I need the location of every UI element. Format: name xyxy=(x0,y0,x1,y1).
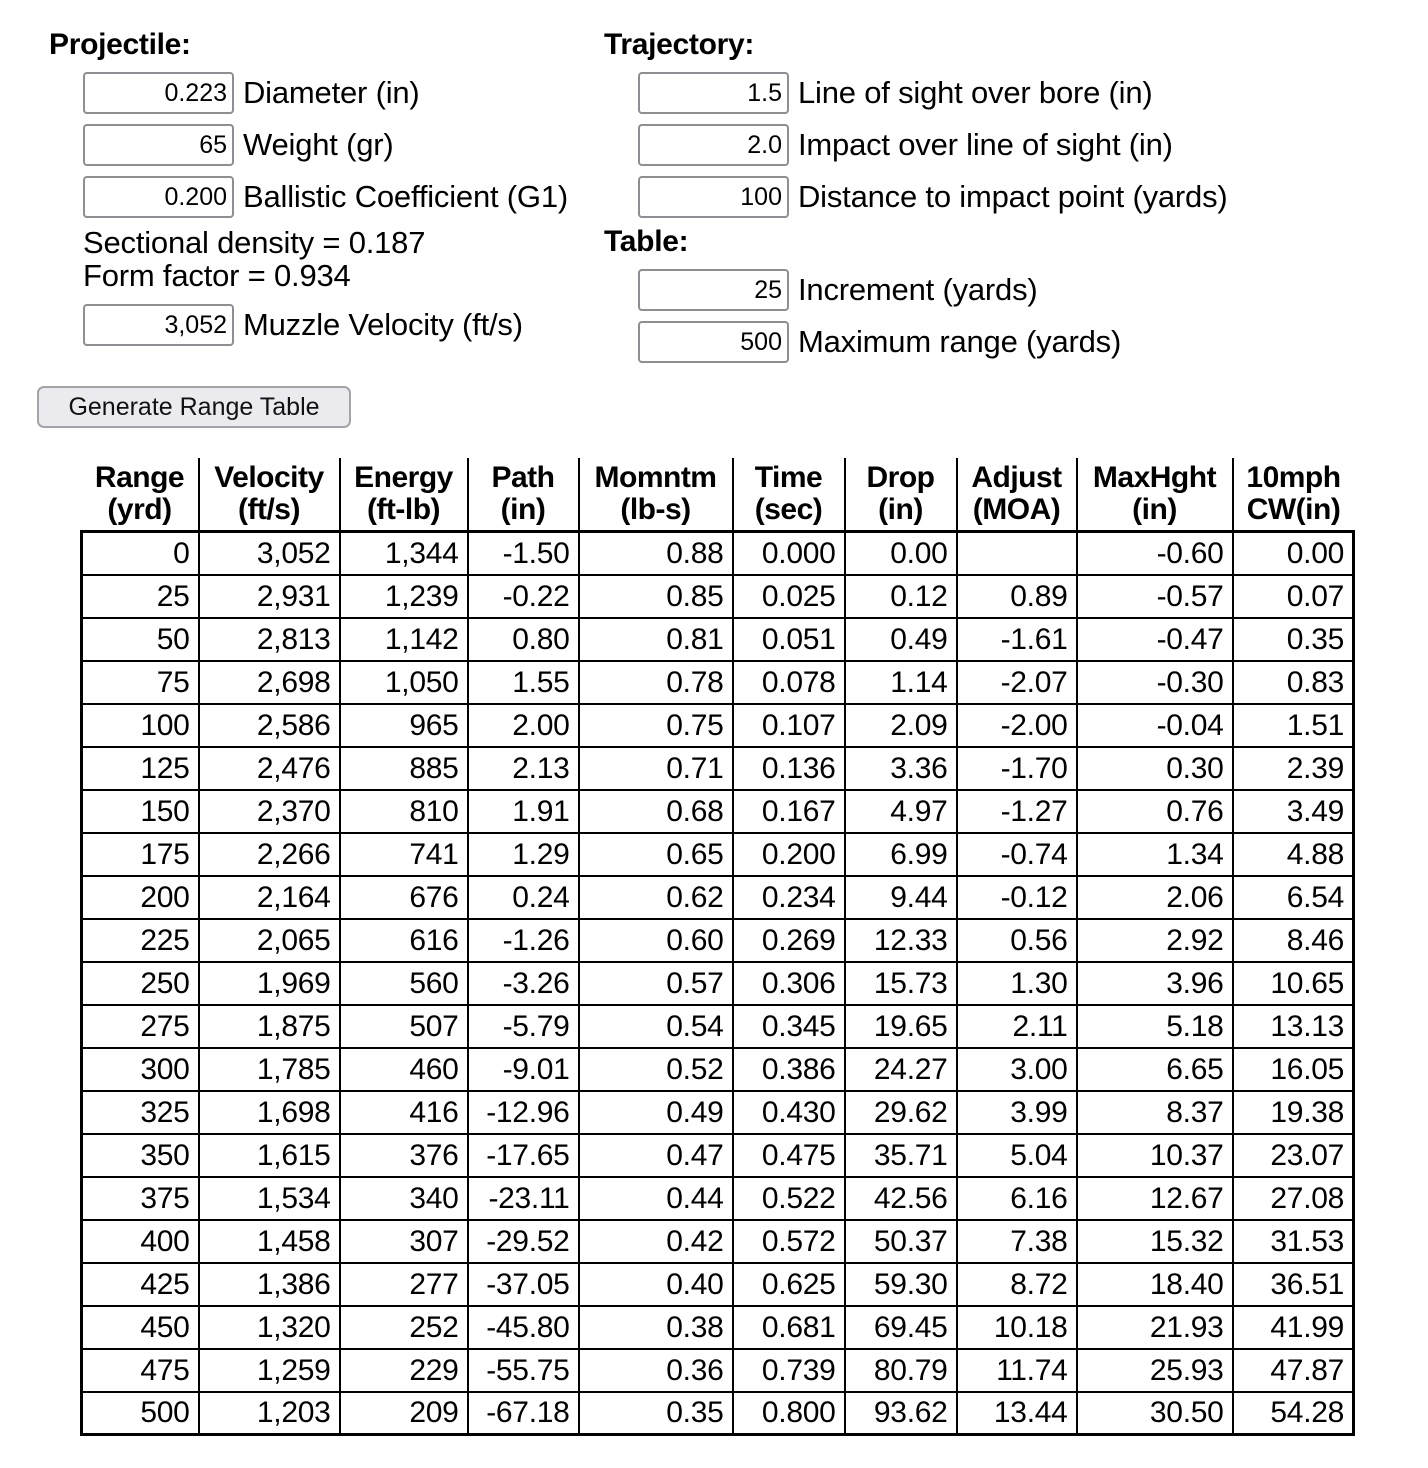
cell-drop: 3.36 xyxy=(845,747,957,790)
cell-velocity: 1,969 xyxy=(199,962,340,1005)
increment-field-row xyxy=(638,269,1038,311)
weight-label: Weight (gr) xyxy=(243,127,394,162)
cell-crosswind: 0.00 xyxy=(1233,532,1354,575)
column-header-unit: (in) xyxy=(1132,493,1177,526)
cell-path: 2.00 xyxy=(468,704,579,747)
cell-velocity: 2,266 xyxy=(199,833,340,876)
cell-drop: 0.00 xyxy=(845,532,957,575)
cell-energy: 252 xyxy=(340,1306,468,1349)
table-row xyxy=(82,833,1354,876)
cell-drop: 1.14 xyxy=(845,661,957,704)
generate-range-table-button[interactable]: Generate Range Table xyxy=(37,386,351,428)
cell-time: 0.000 xyxy=(733,532,845,575)
table-row xyxy=(82,532,1354,575)
sight-height-label: Line of sight over bore (in) xyxy=(798,75,1153,110)
cell-path: -37.05 xyxy=(468,1263,579,1306)
cell-path: -55.75 xyxy=(468,1349,579,1392)
cell-range: 450 xyxy=(82,1306,199,1349)
cell-adjust: 0.89 xyxy=(957,575,1077,618)
cell-time: 0.051 xyxy=(733,618,845,661)
cell-max-height: 25.93 xyxy=(1077,1349,1233,1392)
ballistic-coefficient-field-row xyxy=(83,176,568,218)
ballistic-coefficient-input[interactable] xyxy=(83,176,234,218)
cell-time: 0.025 xyxy=(733,575,845,618)
cell-adjust: 2.11 xyxy=(957,1005,1077,1048)
cell-momentum: 0.78 xyxy=(579,661,733,704)
cell-energy: 616 xyxy=(340,919,468,962)
cell-time: 0.572 xyxy=(733,1220,845,1263)
cell-max-height: 1.34 xyxy=(1077,833,1233,876)
table-row xyxy=(82,1306,1354,1349)
column-header-unit: (in) xyxy=(878,493,923,526)
cell-range: 300 xyxy=(82,1048,199,1091)
cell-path: -29.52 xyxy=(468,1220,579,1263)
cell-adjust: 0.56 xyxy=(957,919,1077,962)
cell-range: 425 xyxy=(82,1263,199,1306)
muzzle-velocity-field-row xyxy=(83,304,523,346)
cell-energy: 676 xyxy=(340,876,468,919)
cell-adjust: 8.72 xyxy=(957,1263,1077,1306)
table-row xyxy=(82,876,1354,919)
cell-time: 0.475 xyxy=(733,1134,845,1177)
cell-time: 0.269 xyxy=(733,919,845,962)
cell-max-height: 8.37 xyxy=(1077,1091,1233,1134)
cell-velocity: 2,931 xyxy=(199,575,340,618)
cell-adjust: -0.74 xyxy=(957,833,1077,876)
cell-adjust: 7.38 xyxy=(957,1220,1077,1263)
table-row xyxy=(82,919,1354,962)
cell-time: 0.739 xyxy=(733,1349,845,1392)
cell-max-height: -0.57 xyxy=(1077,575,1233,618)
cell-velocity: 2,698 xyxy=(199,661,340,704)
cell-energy: 376 xyxy=(340,1134,468,1177)
cell-drop: 0.49 xyxy=(845,618,957,661)
table-row xyxy=(82,661,1354,704)
cell-path: -17.65 xyxy=(468,1134,579,1177)
cell-momentum: 0.57 xyxy=(579,962,733,1005)
sectional-density-readout: Sectional density = 0.187 xyxy=(83,225,426,260)
cell-adjust: 10.18 xyxy=(957,1306,1077,1349)
table-row xyxy=(82,1263,1354,1306)
cell-time: 0.200 xyxy=(733,833,845,876)
column-header-unit: CW(in) xyxy=(1246,493,1341,526)
table-row xyxy=(82,704,1354,747)
column-header-unit: (in) xyxy=(500,493,546,526)
cell-velocity: 1,386 xyxy=(199,1263,340,1306)
cell-time: 0.681 xyxy=(733,1306,845,1349)
cell-energy: 885 xyxy=(340,747,468,790)
cell-velocity: 1,458 xyxy=(199,1220,340,1263)
cell-max-height: -0.47 xyxy=(1077,618,1233,661)
cell-path: 1.55 xyxy=(468,661,579,704)
cell-crosswind: 27.08 xyxy=(1233,1177,1354,1220)
cell-range: 0 xyxy=(82,532,199,575)
cell-drop: 29.62 xyxy=(845,1091,957,1134)
cell-time: 0.167 xyxy=(733,790,845,833)
cell-adjust: -1.70 xyxy=(957,747,1077,790)
muzzle-velocity-input[interactable] xyxy=(83,304,234,346)
cell-adjust: -1.27 xyxy=(957,790,1077,833)
cell-drop: 69.45 xyxy=(845,1306,957,1349)
cell-momentum: 0.54 xyxy=(579,1005,733,1048)
cell-crosswind: 6.54 xyxy=(1233,876,1354,919)
range-table xyxy=(80,458,1355,1436)
table-row xyxy=(82,1005,1354,1048)
cell-crosswind: 2.39 xyxy=(1233,747,1354,790)
cell-time: 0.386 xyxy=(733,1048,845,1091)
cell-time: 0.078 xyxy=(733,661,845,704)
column-header-unit: (ft/s) xyxy=(238,493,300,526)
cell-path: -67.18 xyxy=(468,1392,579,1435)
cell-velocity: 1,203 xyxy=(199,1392,340,1435)
cell-range: 225 xyxy=(82,919,199,962)
cell-time: 0.345 xyxy=(733,1005,845,1048)
impact-distance-label: Distance to impact point (yards) xyxy=(798,179,1228,214)
projectile-heading: Projectile: xyxy=(49,28,191,61)
cell-crosswind: 36.51 xyxy=(1233,1263,1354,1306)
cell-path: -1.26 xyxy=(468,919,579,962)
cell-path: 1.91 xyxy=(468,790,579,833)
cell-drop: 2.09 xyxy=(845,704,957,747)
cell-velocity: 1,534 xyxy=(199,1177,340,1220)
column-header-title: Path xyxy=(491,461,555,494)
impact-distance-field-row xyxy=(638,176,1228,218)
column-header-unit: (sec) xyxy=(754,493,823,526)
cell-range: 325 xyxy=(82,1091,199,1134)
cell-velocity: 1,259 xyxy=(199,1349,340,1392)
cell-crosswind: 0.07 xyxy=(1233,575,1354,618)
cell-velocity: 1,875 xyxy=(199,1005,340,1048)
cell-drop: 50.37 xyxy=(845,1220,957,1263)
cell-time: 0.625 xyxy=(733,1263,845,1306)
cell-time: 0.430 xyxy=(733,1091,845,1134)
cell-energy: 209 xyxy=(340,1392,468,1435)
cell-energy: 1,050 xyxy=(340,661,468,704)
cell-range: 375 xyxy=(82,1177,199,1220)
cell-path: -3.26 xyxy=(468,962,579,1005)
column-header-drop xyxy=(845,458,957,532)
sight-height-input[interactable] xyxy=(638,72,789,114)
cell-time: 0.306 xyxy=(733,962,845,1005)
cell-crosswind: 4.88 xyxy=(1233,833,1354,876)
cell-path: -23.11 xyxy=(468,1177,579,1220)
cell-range: 275 xyxy=(82,1005,199,1048)
column-header-range xyxy=(82,458,199,532)
cell-range: 400 xyxy=(82,1220,199,1263)
cell-momentum: 0.47 xyxy=(579,1134,733,1177)
cell-crosswind: 16.05 xyxy=(1233,1048,1354,1091)
cell-time: 0.800 xyxy=(733,1392,845,1435)
cell-max-height: 15.32 xyxy=(1077,1220,1233,1263)
cell-momentum: 0.36 xyxy=(579,1349,733,1392)
max-range-input[interactable] xyxy=(638,321,789,363)
cell-velocity: 3,052 xyxy=(199,532,340,575)
cell-adjust: 11.74 xyxy=(957,1349,1077,1392)
cell-momentum: 0.40 xyxy=(579,1263,733,1306)
cell-range: 25 xyxy=(82,575,199,618)
cell-max-height: 0.30 xyxy=(1077,747,1233,790)
ballistic-coefficient-label: Ballistic Coefficient (G1) xyxy=(243,179,569,214)
impact-height-field-row xyxy=(638,124,1173,166)
cell-range: 100 xyxy=(82,704,199,747)
cell-velocity: 1,698 xyxy=(199,1091,340,1134)
cell-momentum: 0.35 xyxy=(579,1392,733,1435)
cell-crosswind: 54.28 xyxy=(1233,1392,1354,1435)
table-row xyxy=(82,1177,1354,1220)
diameter-input[interactable] xyxy=(83,72,234,114)
table-row xyxy=(82,618,1354,661)
cell-drop: 59.30 xyxy=(845,1263,957,1306)
table-row xyxy=(82,1392,1354,1435)
cell-max-height: 30.50 xyxy=(1077,1392,1233,1435)
cell-momentum: 0.65 xyxy=(579,833,733,876)
table-body xyxy=(82,532,1354,1435)
column-header-title: MaxHght xyxy=(1092,461,1217,494)
cell-adjust: 5.04 xyxy=(957,1134,1077,1177)
cell-velocity: 1,615 xyxy=(199,1134,340,1177)
cell-crosswind: 10.65 xyxy=(1233,962,1354,1005)
increment-input[interactable] xyxy=(638,269,789,311)
column-header-title: Drop xyxy=(866,461,935,494)
cell-energy: 277 xyxy=(340,1263,468,1306)
cell-energy: 229 xyxy=(340,1349,468,1392)
cell-range: 125 xyxy=(82,747,199,790)
cell-momentum: 0.68 xyxy=(579,790,733,833)
cell-max-height: 0.76 xyxy=(1077,790,1233,833)
cell-adjust: -1.61 xyxy=(957,618,1077,661)
diameter-label: Diameter (in) xyxy=(243,75,420,110)
cell-path: -9.01 xyxy=(468,1048,579,1091)
cell-adjust: 3.99 xyxy=(957,1091,1077,1134)
cell-range: 175 xyxy=(82,833,199,876)
cell-momentum: 0.44 xyxy=(579,1177,733,1220)
cell-drop: 4.97 xyxy=(845,790,957,833)
column-header-title: Time xyxy=(754,461,823,494)
column-header-max-height xyxy=(1077,458,1233,532)
column-header-momentum xyxy=(579,458,733,532)
cell-velocity: 1,320 xyxy=(199,1306,340,1349)
cell-max-height: 12.67 xyxy=(1077,1177,1233,1220)
cell-time: 0.522 xyxy=(733,1177,845,1220)
cell-adjust: 1.30 xyxy=(957,962,1077,1005)
cell-max-height: 2.92 xyxy=(1077,919,1233,962)
table-row xyxy=(82,790,1354,833)
cell-adjust: -0.12 xyxy=(957,876,1077,919)
cell-energy: 307 xyxy=(340,1220,468,1263)
cell-crosswind: 0.83 xyxy=(1233,661,1354,704)
cell-path: 1.29 xyxy=(468,833,579,876)
column-header-unit: (yrd) xyxy=(107,493,172,526)
cell-momentum: 0.81 xyxy=(579,618,733,661)
cell-path: -0.22 xyxy=(468,575,579,618)
cell-energy: 340 xyxy=(340,1177,468,1220)
cell-max-height: 3.96 xyxy=(1077,962,1233,1005)
cell-drop: 0.12 xyxy=(845,575,957,618)
sight-height-field-row xyxy=(638,72,1153,114)
max-range-label: Maximum range (yards) xyxy=(798,324,1122,359)
cell-energy: 416 xyxy=(340,1091,468,1134)
cell-crosswind: 19.38 xyxy=(1233,1091,1354,1134)
cell-path: -12.96 xyxy=(468,1091,579,1134)
impact-distance-input[interactable] xyxy=(638,176,789,218)
cell-path: 0.24 xyxy=(468,876,579,919)
cell-adjust xyxy=(957,532,1077,575)
cell-crosswind: 1.51 xyxy=(1233,704,1354,747)
cell-crosswind: 3.49 xyxy=(1233,790,1354,833)
cell-path: 0.80 xyxy=(468,618,579,661)
column-header-time xyxy=(733,458,845,532)
cell-energy: 1,344 xyxy=(340,532,468,575)
column-header-title: Momntm xyxy=(594,461,717,494)
column-header-adjust xyxy=(957,458,1077,532)
cell-max-height: -0.04 xyxy=(1077,704,1233,747)
cell-velocity: 2,476 xyxy=(199,747,340,790)
impact-height-label: Impact over line of sight (in) xyxy=(798,127,1173,162)
column-header-title: Adjust xyxy=(971,461,1062,494)
table-row xyxy=(82,962,1354,1005)
cell-drop: 6.99 xyxy=(845,833,957,876)
column-header-path xyxy=(468,458,579,532)
cell-time: 0.136 xyxy=(733,747,845,790)
cell-max-height: 2.06 xyxy=(1077,876,1233,919)
table-header-row xyxy=(82,458,1354,532)
increment-label: Increment (yards) xyxy=(798,272,1038,307)
cell-momentum: 0.88 xyxy=(579,532,733,575)
diameter-field-row xyxy=(83,72,420,114)
cell-crosswind: 41.99 xyxy=(1233,1306,1354,1349)
cell-max-height: 18.40 xyxy=(1077,1263,1233,1306)
cell-drop: 9.44 xyxy=(845,876,957,919)
cell-range: 475 xyxy=(82,1349,199,1392)
cell-adjust: 3.00 xyxy=(957,1048,1077,1091)
cell-time: 0.234 xyxy=(733,876,845,919)
cell-crosswind: 13.13 xyxy=(1233,1005,1354,1048)
cell-max-height: -0.60 xyxy=(1077,532,1233,575)
cell-velocity: 2,164 xyxy=(199,876,340,919)
cell-momentum: 0.71 xyxy=(579,747,733,790)
cell-range: 500 xyxy=(82,1392,199,1435)
column-header-title: Energy xyxy=(354,461,453,494)
cell-energy: 560 xyxy=(340,962,468,1005)
table-row xyxy=(82,747,1354,790)
table-row xyxy=(82,1349,1354,1392)
weight-field-row xyxy=(83,124,394,166)
table-row xyxy=(82,1091,1354,1134)
column-header-unit: (MOA) xyxy=(972,493,1061,526)
cell-energy: 965 xyxy=(340,704,468,747)
weight-input[interactable] xyxy=(83,124,234,166)
cell-crosswind: 31.53 xyxy=(1233,1220,1354,1263)
cell-crosswind: 47.87 xyxy=(1233,1349,1354,1392)
cell-max-height: -0.30 xyxy=(1077,661,1233,704)
cell-range: 250 xyxy=(82,962,199,1005)
cell-range: 50 xyxy=(82,618,199,661)
cell-drop: 35.71 xyxy=(845,1134,957,1177)
column-header-title: Velocity xyxy=(214,461,324,494)
cell-energy: 460 xyxy=(340,1048,468,1091)
column-header-crosswind xyxy=(1233,458,1354,532)
column-header-unit: (lb-s) xyxy=(620,493,691,526)
cell-energy: 810 xyxy=(340,790,468,833)
cell-momentum: 0.85 xyxy=(579,575,733,618)
muzzle-velocity-label: Muzzle Velocity (ft/s) xyxy=(243,307,523,342)
cell-path: -45.80 xyxy=(468,1306,579,1349)
cell-energy: 741 xyxy=(340,833,468,876)
cell-velocity: 2,370 xyxy=(199,790,340,833)
cell-crosswind: 0.35 xyxy=(1233,618,1354,661)
column-header-velocity xyxy=(199,458,340,532)
cell-momentum: 0.75 xyxy=(579,704,733,747)
cell-velocity: 2,586 xyxy=(199,704,340,747)
cell-adjust: 6.16 xyxy=(957,1177,1077,1220)
cell-velocity: 2,813 xyxy=(199,618,340,661)
cell-drop: 80.79 xyxy=(845,1349,957,1392)
table-settings-heading: Table: xyxy=(604,225,689,258)
table-row xyxy=(82,1048,1354,1091)
cell-range: 75 xyxy=(82,661,199,704)
cell-velocity: 2,065 xyxy=(199,919,340,962)
impact-height-input[interactable] xyxy=(638,124,789,166)
cell-path: 2.13 xyxy=(468,747,579,790)
cell-momentum: 0.49 xyxy=(579,1091,733,1134)
cell-momentum: 0.38 xyxy=(579,1306,733,1349)
cell-energy: 507 xyxy=(340,1005,468,1048)
table-row xyxy=(82,1134,1354,1177)
cell-crosswind: 8.46 xyxy=(1233,919,1354,962)
cell-path: -5.79 xyxy=(468,1005,579,1048)
table-row xyxy=(82,575,1354,618)
cell-drop: 42.56 xyxy=(845,1177,957,1220)
cell-max-height: 10.37 xyxy=(1077,1134,1233,1177)
cell-drop: 12.33 xyxy=(845,919,957,962)
table-row xyxy=(82,1220,1354,1263)
cell-path: -1.50 xyxy=(468,532,579,575)
cell-time: 0.107 xyxy=(733,704,845,747)
cell-drop: 19.65 xyxy=(845,1005,957,1048)
cell-energy: 1,239 xyxy=(340,575,468,618)
cell-adjust: 13.44 xyxy=(957,1392,1077,1435)
max-range-field-row xyxy=(638,321,1121,363)
column-header-unit: (ft-lb) xyxy=(366,493,441,526)
cell-energy: 1,142 xyxy=(340,618,468,661)
cell-momentum: 0.62 xyxy=(579,876,733,919)
cell-crosswind: 23.07 xyxy=(1233,1134,1354,1177)
cell-drop: 24.27 xyxy=(845,1048,957,1091)
cell-drop: 93.62 xyxy=(845,1392,957,1435)
cell-adjust: -2.07 xyxy=(957,661,1077,704)
cell-max-height: 5.18 xyxy=(1077,1005,1233,1048)
cell-momentum: 0.60 xyxy=(579,919,733,962)
cell-max-height: 21.93 xyxy=(1077,1306,1233,1349)
form-factor-readout: Form factor = 0.934 xyxy=(83,258,351,293)
cell-max-height: 6.65 xyxy=(1077,1048,1233,1091)
cell-range: 150 xyxy=(82,790,199,833)
column-header-title: 10mph xyxy=(1246,461,1341,494)
cell-adjust: -2.00 xyxy=(957,704,1077,747)
cell-drop: 15.73 xyxy=(845,962,957,1005)
column-header-title: Range xyxy=(94,461,185,494)
cell-range: 350 xyxy=(82,1134,199,1177)
cell-velocity: 1,785 xyxy=(199,1048,340,1091)
column-header-energy xyxy=(340,458,468,532)
trajectory-heading: Trajectory: xyxy=(604,28,755,61)
cell-momentum: 0.52 xyxy=(579,1048,733,1091)
cell-momentum: 0.42 xyxy=(579,1220,733,1263)
cell-range: 200 xyxy=(82,876,199,919)
